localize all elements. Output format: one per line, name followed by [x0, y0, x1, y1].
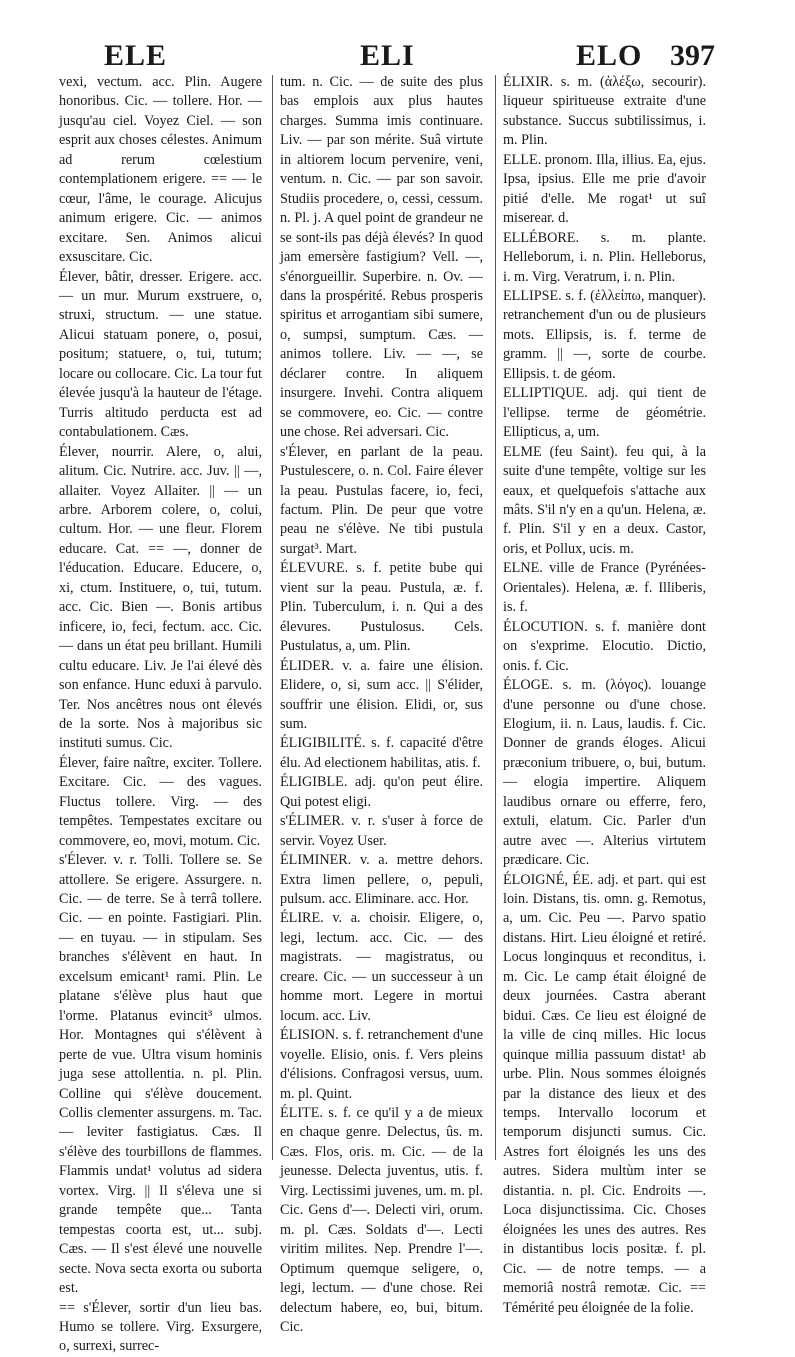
left-column — [59, 73, 262, 1355]
dictionary-entry: ELLE. pronom. Illa, illius. Ea, ejus. Ipsa, ipsius. Elle me prie d'avoir pitié d'elle. Me rogat¹ ut suî miserear. d. — [503, 151, 706, 227]
dictionary-entry: ELME (feu Saint). feu qui, à la suite d'une tempête, voltige sur les eaux, et quelquefois s'attache aux mâts. S'il n'y en a qu'un. Helena, æ. f. Plin. S'il y en a deux. Castor, oris, et Pollux, ucis. m. — [503, 443, 706, 557]
dictionary-entry: ELLÉBORE. s. m. plante. Helleborum, i. n. Plin. Helleborus, i. m. Virg. Veratrum, i. n. Plin. — [503, 229, 706, 285]
dictionary-entry: ÉLITE. s. f. ce qu'il y a de mieux en chaque genre. Delectus, ûs. m. Cæs. Flos, oris. m. Cic. — de la jeunesse. Delecta juventus, utis. f. Virg. Lectissimi juvenes, um. m. pl. Cic. Gens d'—. Delecti viri, orum. m. pl. Cæs. Soldats d'—. Lecti viritim milites. Nep. Prendre l'—. Optimum quemque seligere, o, legi, lectum. — d'une chose. Rei delectum habere, eo, bui, bitum. Cic. — [280, 1105, 484, 1335]
dictionary-entry: ÉLIXIR. s. m. (ἀλέξω, secourir). liqueur spiritueuse extraite d'une substance. Succus subtilissimus, i. m. Plin. — [503, 74, 706, 149]
dictionary-entry: vexi, vectum. acc. Plin. Augere honoribus. Cic. — tollere. Hor. — jusqu'au ciel. Voyez Ciel. — son esprit aux choses célestes. Animum ad rerum cœlestium contemplationem erigere. == — le cœur, l'âme, le courage. Alicujus animum erigere. Cic. — animos excitare. Sen. Animos alicui exsuscitare. Cic. — [59, 74, 262, 266]
dictionary-entry: tum. n. Cic. — de suite des plus bas emplois aux plus hautes charges. Summa imis continuare. Liv. — par son mérite. Suâ virtute in altiorem locum pervenire, veni, ventum. n. Cic. — par son savoir. Studiis procedere, o, cessi, cessum. n. Pl. j. A quel point de grandeur ne se sont-ils pas déjà élevés? In quod jam emersère fastigium? Vell. —, s'énorgueillir. Superbire. n. Ov. — dans la prospérité. Rebus prosperis spiritus et arrogantiam sibi sumere, o, sumpsi, sumptum. Cæs. — animos tollere. Liv. — —, se déclarer contre. In aliquem insurgere. Invehi. Contra aliquem se commovere, eo. Cic. — contre une chose. Rei adversari. Cic. — [280, 74, 483, 441]
middle-column — [280, 73, 484, 1335]
dictionary-entry: ÉLIRE. v. a. choisir. Eligere, o, legi, lectum. acc. Cic. — des magistrats. — magistratus, ou creare. Cic. — un successeur à un homme mort. Legere in mortui locum. acc. Liv. — [280, 910, 483, 1024]
dictionary-entry: s'Élever. v. r. Tolli. Tollere se. Se attollere. Se erigere. Assurgere. n. Cic. — de terre. Se à terrâ tollere. Cic. — en pointe. Fastigiari. Plin. — en tuyau. — in stipulam. Ses branches s'élèvent en haut. In excelsum emicant¹ rami. Plin. Le platane s'élève plus haut que l'orme. Platanus evincit³ ulmos. Hor. Montagnes qui s'élèvent à perte de vue. Ultra visum hominis juga sese attollentia. n. pl. Plin. Colline qui s'élève doucement. Collis clementer assurgens. m. Tac. — leviter fastigiatus. Cæs. Il s'élève des tourbillons de flammes. Flammis undat¹ volutus ad sidera vortex. Virg. || Il s'éleva une si grande tempête que... Tanta tempestas coorta est, ut... subj. Cæs. — Il s'est élevé une nouvelle secte. Nova secta exorta ou suborta est. — [59, 852, 262, 1297]
dictionary-entry: == s'Élever, sortir d'un lieu bas. Humo se tollere. Virg. Exsurgere, o, surrexi, surrec- — [59, 1299, 262, 1355]
dictionary-entry: ÉLIMINER. v. a. mettre dehors. Extra limen pellere, o, pepuli, pulsum. acc. Eliminare. acc. Hor. — [280, 852, 483, 908]
dictionary-entry: s'ÉLIMER. v. r. s'user à force de servir. Voyez User. — [280, 813, 483, 849]
column-divider — [495, 75, 496, 1160]
dictionary-entry: ÉLOIGNÉ, ÉE. adj. et part. qui est loin. Distans, tis. omn. g. Remotus, a, um. Cic. Peu —. Parvo spatio distans. Hirt. Lieu éloigné et retiré. Locus longinquus et reconditus, i. m. Cic. Le camp était éloigné de deux journées. Castra aberant bidui. Cæs. Ce lieu est éloigné de la ville de cinq milles. Hic locus quinque millia passuum distat¹ ab urbe. Plin. Nous sommes éloignés par la distance des lieux et des temps. Intervallo locorum et temporum disjuncti sumus. Cic. Astres fort éloignés les uns des autres. Sidera multùm inter se distantia. n. pl. Cic. Endroits —. Loca disjunctissima. Cic. Choses éloignées les unes des autres. Res in distantibus locis positæ. f. pl. Cic. — de notre temps. — a memoriâ nostrâ remotæ. Cic. == Témérité peu éloignée de la folie. — [503, 871, 706, 1316]
dictionary-entry: Élever, faire naître, exciter. Tollere. Excitare. Cic. — des vagues. Fluctus tollere. Virg. — des tempêtes. Tempestates excitare ou commovere, eo, movi, motum. Cic. — [59, 754, 262, 849]
dictionary-entry: ÉLEVURE. s. f. petite bube qui vient sur la peau. Pustula, æ. f. Plin. Tuberculum, i. n. Qui a des élevures. Pustulosus. Cels. Pustulatus, a, um. Plin. — [280, 560, 483, 655]
dictionary-entry: ÉLIDER. v. a. faire une élision. Elidere, o, si, sum acc. || S'élider, souffrir une élision. Elidi, or, sus sum. — [280, 657, 483, 732]
dictionary-entry: ELLIPTIQUE. adj. qui tient de l'ellipse. terme de géométrie. Ellipticus, a, um. — [503, 385, 706, 441]
dictionary-entry: ÉLIGIBLE. adj. qu'on peut élire. Qui potest eligi. — [280, 774, 483, 810]
right-column — [503, 73, 706, 1316]
middle-guide-word: ELI — [360, 39, 415, 72]
left-guide-word: ELE — [104, 39, 168, 72]
dictionary-entry: ELNE. ville de France (Pyrénées-Orientales). Helena, æ. f. Illiberis, is. f. — [503, 560, 706, 616]
column-divider — [272, 75, 273, 1160]
page-number: 397 — [670, 39, 715, 72]
page-header — [60, 38, 715, 74]
dictionary-entry: ÉLOGE. s. m. (λόγος). louange d'une personne ou d'une chose. Elogium, ii. n. Laus, laudis. f. Cic. Donner de grands éloges. Alicui præconium tribuere, o, bui, butum. — elogia impertire. Aliquem laudibus ornare ou efferre, fero, extuli, elatum. Cic. Parler d'un autre avec —. Alterius virtutem prædicare. Cic. — [503, 677, 706, 869]
dictionary-entry: ELLIPSE. s. f. (ἐλλείπω, manquer). retranchement d'un ou de plusieurs mots. Ellipsis, is. f. terme de gramm. || —, sorte de courbe. Ellipsis. t. de géom. — [503, 287, 706, 382]
dictionary-entry: ÉLOCUTION. s. f. manière dont on s'exprime. Elocutio. Dictio, onis. f. Cic. — [503, 618, 706, 674]
dictionary-entry: ÉLISION. s. f. retranchement d'une voyelle. Elisio, onis. f. Vers pleins d'élisions. Confragosi versus, uum. m. pl. Quint. — [280, 1027, 483, 1102]
dictionary-entry: s'Élever, en parlant de la peau. Pustulescere, o. n. Col. Faire élever la peau. Pustulas facere, io, feci, factum. Plin. De peur que votre peau ne s'élève. Ne tibi pustula surgat³. Mart. — [280, 443, 483, 557]
dictionary-entry: Élever, nourrir. Alere, o, alui, alitum. Cic. Nutrire. acc. Juv. || —, allaiter. Voyez Allaiter. || — un arbre. Arborem colere, o, colui, cultum. Hor. — une fleur. Florem educare. Cat. == —, donner de l'éducation. Educare. Educere, o, xi, ctum. Instituere, o, tui, tutum. acc. Cic. Bien —. Bonis artibus inficere, io, feci, fectum. acc. Cic. — dans un état peu brillant. Humili cultu educare. Liv. Je l'ai élevé dès son enfance. Hunc eduxi à parvulo. Ter. Nos ancêtres nous ont élevés de la sorte. Nos à majoribus sic instituti sumus. Cic. — [59, 443, 262, 752]
dictionary-entry: ÉLIGIBILITÉ. s. f. capacité d'être élu. Ad electionem habilitas, atis. f. — [280, 735, 483, 771]
right-guide-word: ELO — [576, 39, 643, 72]
dictionary-entry: Élever, bâtir, dresser. Erigere. acc. — un mur. Murum exstruere, o, struxi, structum. — une statue. Alicui statuam ponere, o, posui, positum; statuere, o, tui, tutum; locare ou collocare. Cic. La tour fut élevée jusqu'à la hauteur de l'étage. Turris altitudo perducta est ad contabulationem. Cæs. — [59, 268, 262, 441]
